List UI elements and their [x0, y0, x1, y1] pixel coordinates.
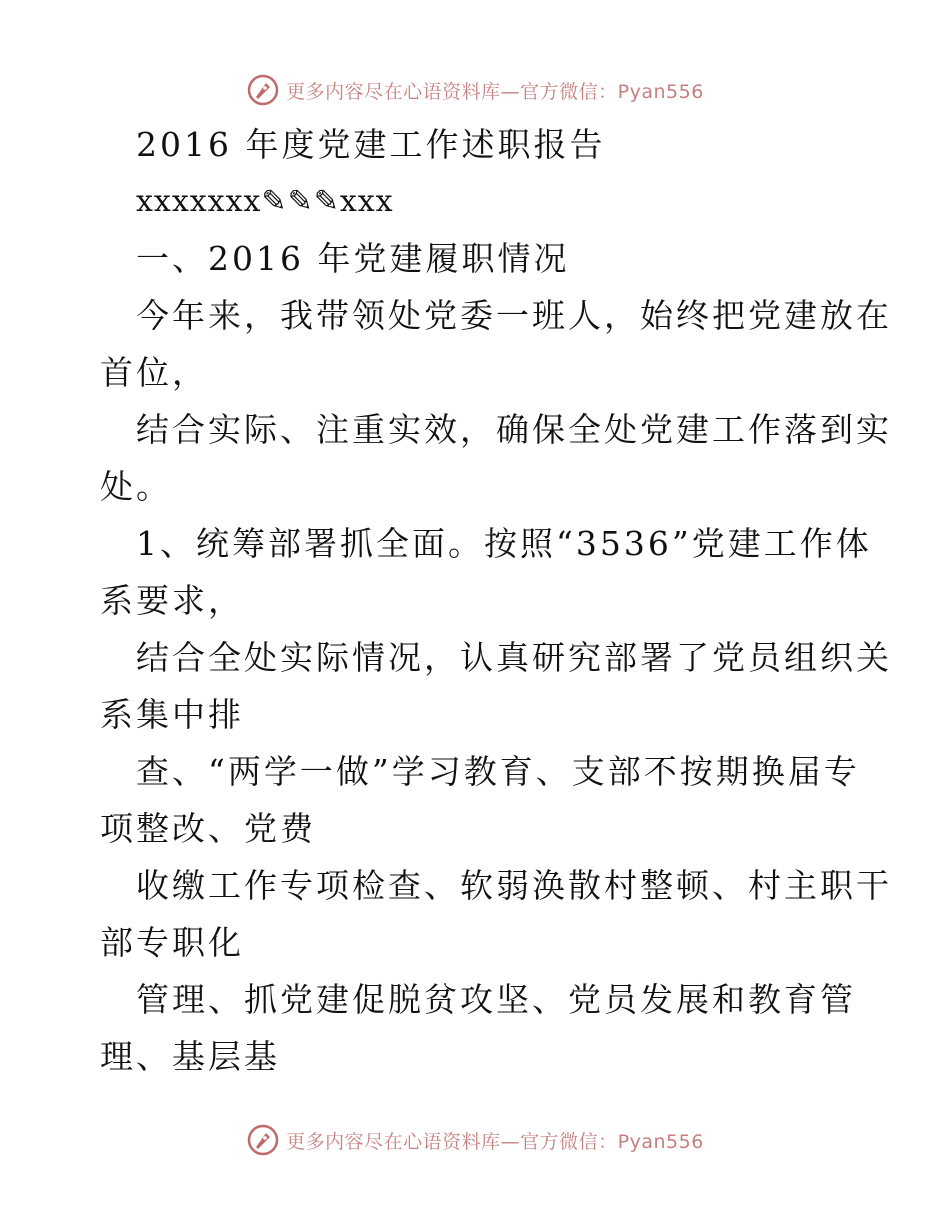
paragraph-line: 结合实际、注重实效，确保全处党建工作落到实 [136, 410, 892, 449]
header-watermark [0, 70, 950, 110]
paragraph-line: 处。 [100, 467, 172, 506]
paragraph-line: 1、统筹部署抓全面。按照“3536”党建工作体 [136, 524, 872, 563]
paragraph-line: 部专职化 [100, 923, 244, 962]
paragraph-line: 收缴工作专项检查、软弱涣散村整顿、村主职干 [136, 866, 892, 905]
watermark-text: 更多内容尽在心语资料库—官方微信：Pyan556 [286, 1130, 704, 1153]
pen-nib-circle-icon [246, 1123, 280, 1157]
watermark-text: 更多内容尽在心语资料库—官方微信：Pyan556 [286, 80, 704, 103]
paragraph-line: 项整改、党费 [100, 809, 316, 848]
paragraph-line: 系集中排 [100, 695, 244, 734]
paragraph-line: 系要求， [100, 581, 244, 620]
footer-watermark [0, 1120, 950, 1160]
paragraph-line: 管理、抓党建促脱贫攻坚、党员发展和教育管 [136, 980, 856, 1019]
paragraph-line: 理、基层基 [100, 1037, 280, 1076]
paragraph-line: 结合全处实际情况，认真研究部署了党员组织关 [136, 638, 892, 677]
author-line: xxxxxxx✎✎✎xxx [136, 184, 394, 219]
paragraph-line: 查、“两学一做”学习教育、支部不按期换届专 [136, 752, 860, 791]
paragraph-line: 首位， [100, 353, 208, 392]
paragraph-line: 今年来，我带领处党委一班人，始终把党建放在 [136, 296, 892, 335]
section-heading: 一、2016 年党建履职情况 [136, 239, 570, 278]
pen-nib-circle-icon [246, 73, 280, 107]
document-body [100, 116, 892, 1085]
document-title: 2016 年度党建工作述职报告 [136, 125, 606, 164]
